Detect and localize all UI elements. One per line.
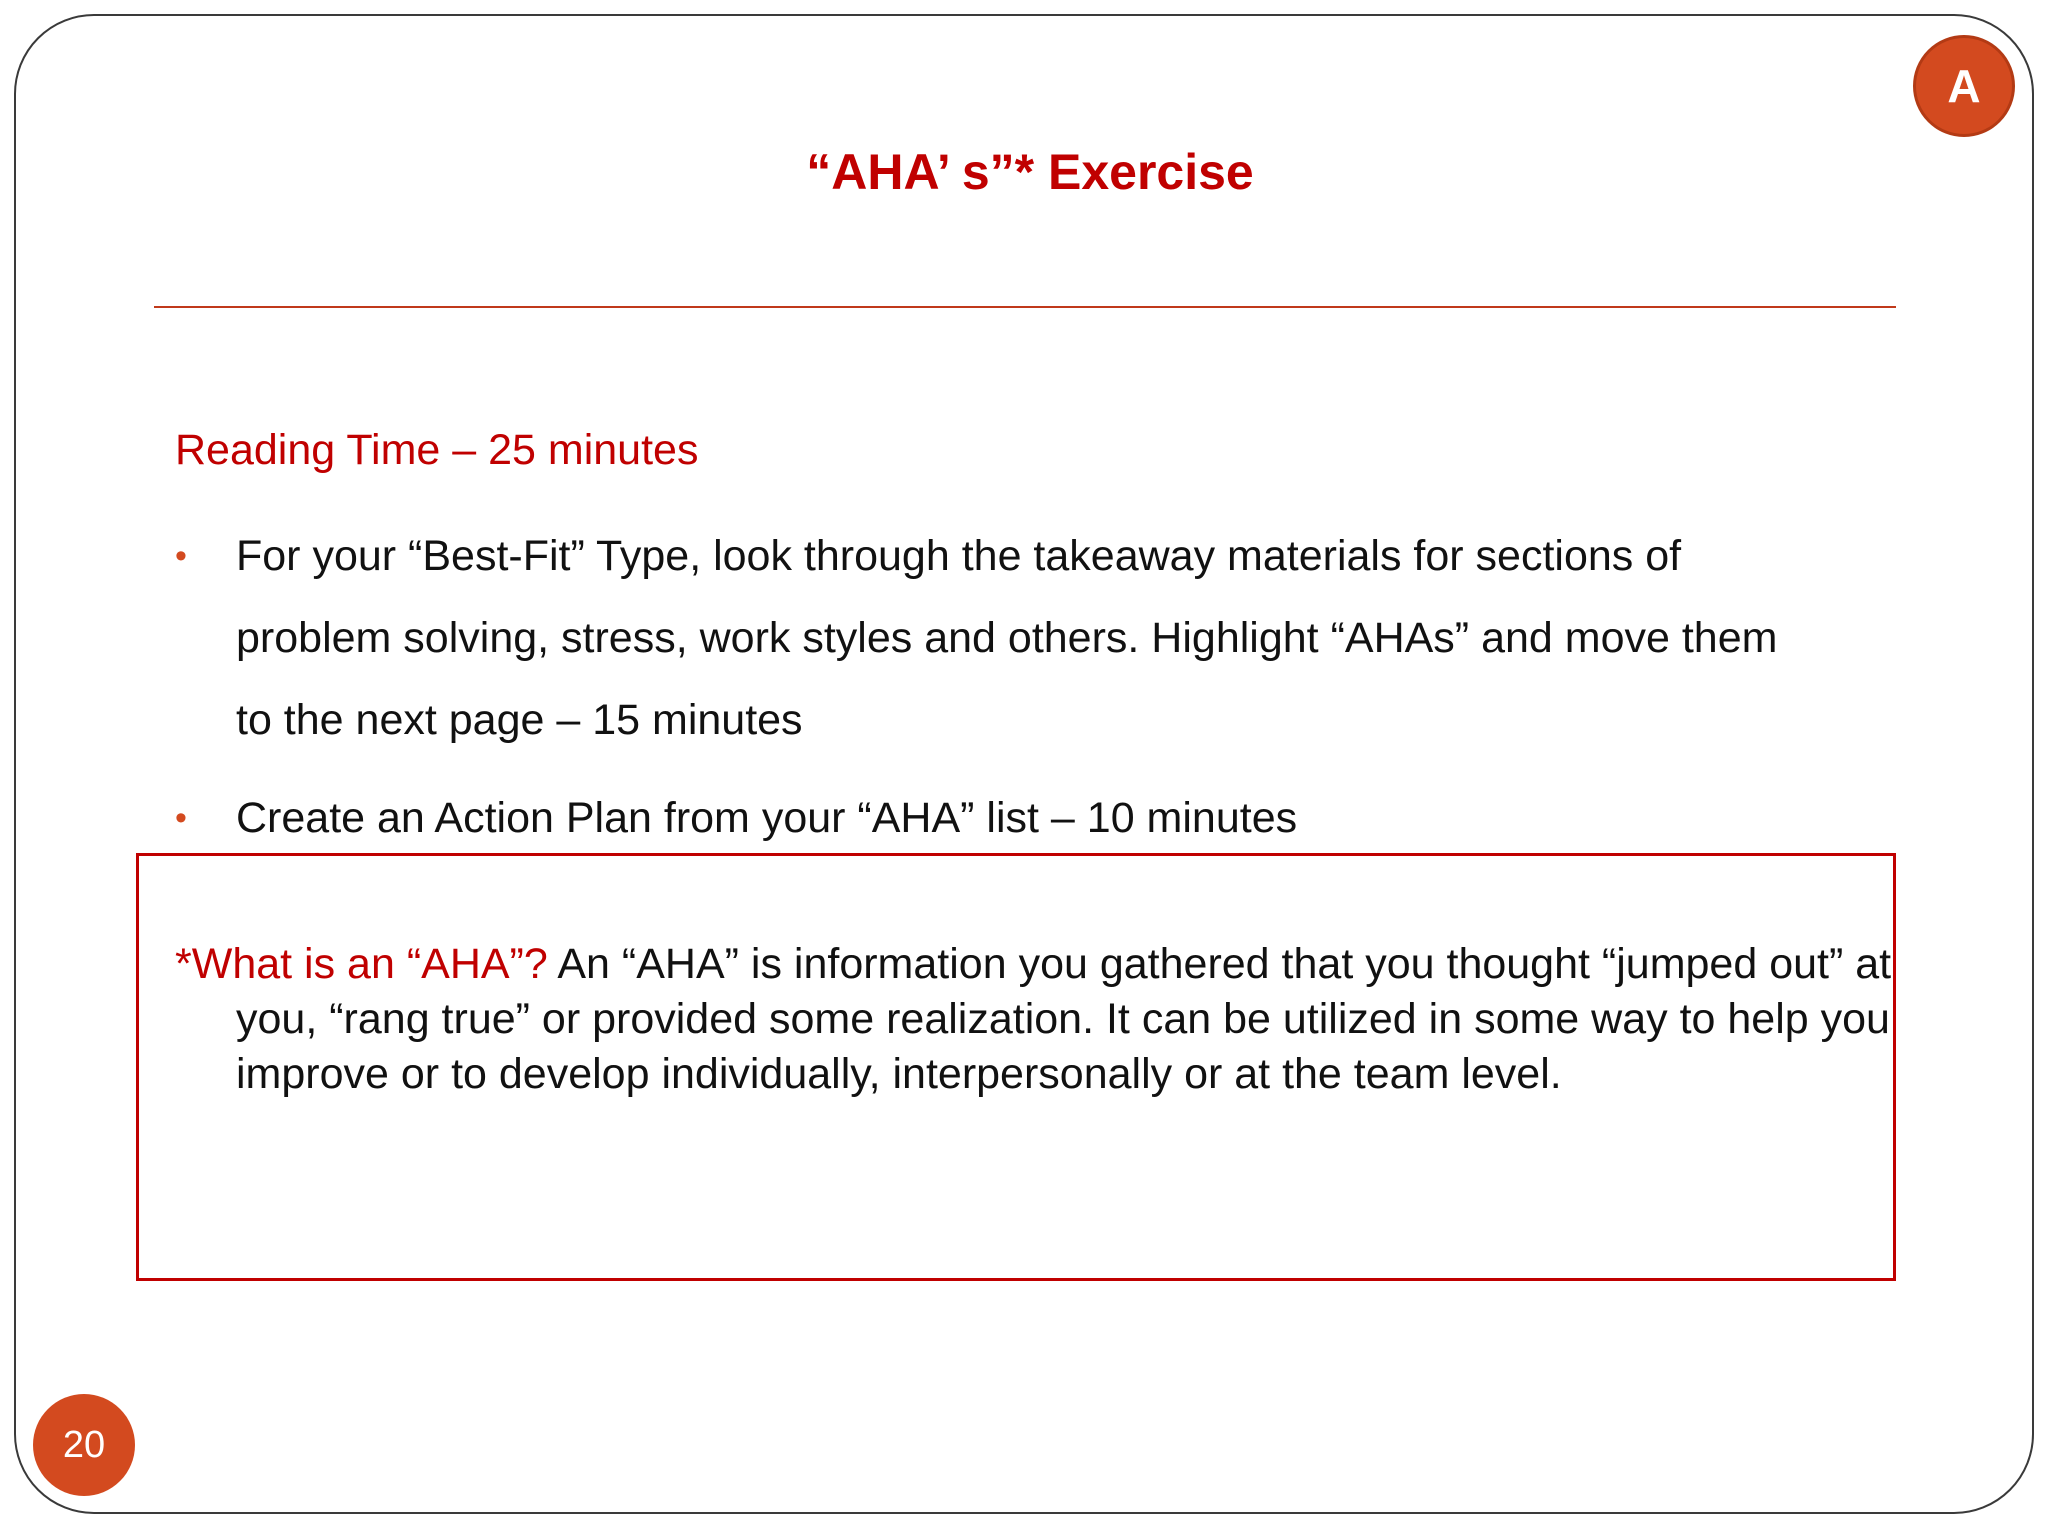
definition-text xyxy=(175,937,1916,1102)
list-item xyxy=(175,777,1815,859)
bullet-icon: • xyxy=(175,799,187,837)
list-item xyxy=(175,515,1815,761)
definition-lead: *What is an “AHA”? xyxy=(175,940,548,988)
corner-badge: A xyxy=(1913,35,2015,137)
bullet-icon: • xyxy=(175,537,187,575)
page-number-badge: 20 xyxy=(33,1394,135,1496)
title-divider xyxy=(154,306,1896,308)
slide-title: “AHA’ s”* Exercise xyxy=(806,144,1254,200)
list-item-text: Create an Action Plan from your “AHA” list – 10 minutes xyxy=(236,794,1298,842)
list-item-text: For your “Best-Fit” Type, look through the takeaway materials for sections of problem solving, stress, work styles and others. Highlight “AHAs” and move them to the next page – 15 minutes xyxy=(236,532,1778,744)
instruction-list xyxy=(175,515,1815,875)
reading-time-heading: Reading Time – 25 minutes xyxy=(175,426,699,474)
definition-body: An “AHA” is information you gathered that you thought “jumped out” at you, “rang true” or provided some realization. It can be utilized in some way to help you improve or to develop individually, interpersonally or at the team level. xyxy=(236,940,1892,1098)
